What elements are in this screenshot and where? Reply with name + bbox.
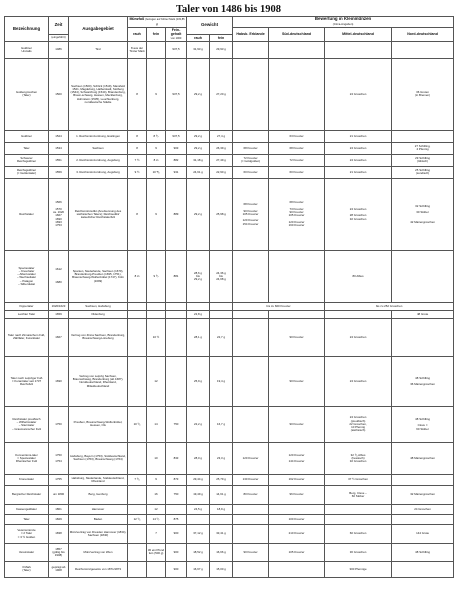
header-gewicht: Gewicht [187,17,233,35]
cell-habsb: 68 Kreuzer 90 Kreuzer 105 Kreuzer 120 Kreuzer 154 Kreuzer [233,178,269,250]
cell-fein: 9 [147,142,166,154]
table-row [5,154,454,166]
cell-mittel: 32 ⁵⁄₆ Albus (hessisch) 32 Groschen [325,442,392,474]
cell-geb: Oldenburg [69,310,128,318]
cell-sued: 68 Kreuzer [269,142,325,154]
cell-sued: 63 Kreuzer [269,130,325,142]
header-feingehalt-label: Fein-gehalt [170,28,182,37]
cell-zeit: 1857 (gültig bis 1908) [49,543,69,561]
cell-geb: 3. Reichsmünzordnung, Augsburg [69,166,128,178]
cell-mittel: 24 Groschen [325,154,392,166]
cell-gr: 37,12 g [187,524,210,543]
cell-habsb: 80 Kreuzer [233,485,269,504]
table-row [5,514,454,524]
table-row [5,58,454,130]
cell-zeit: 1534 [49,142,69,154]
cell-fein: 9 [147,474,166,485]
cell-habsb [233,310,269,318]
cell-gr: 28,0 g [187,442,210,474]
cell-fg [166,504,187,514]
cell-zeit: 1829 [49,514,69,524]
cell-zeit: 1801 [49,504,69,514]
cell-mittel [325,514,392,524]
cell-gr: 28,1 g [187,318,210,356]
cell-fg: 937,5 [166,41,187,58]
cell-gr: 19,49 g [187,485,210,504]
cell-geb: 2. Reichsmünzordnung, Augsburg [69,154,128,166]
cell-gf: 16,66 g [210,543,233,561]
cell-zeit: 1566 1570 ca. 1620 1667 1690 1693 1753 [49,178,69,250]
cell-sued [269,250,325,302]
table-row [5,356,454,406]
cell-fg: 833 [166,442,187,474]
cell-gr: 29,2 g [187,58,210,130]
cell-mittel: 24 Groschen [325,318,392,356]
cell-zeit: 1838 [49,524,69,543]
cell-sued [269,310,325,318]
cell-rauh: 8 ⅛ [128,250,147,302]
cell-geb: Berg, Isenburg [69,485,128,504]
cell-sued: 72 Kreuzer [269,154,325,166]
cell-rauh [128,442,147,474]
cell-gf: 19,4 g [210,356,233,406]
cell-bez: Taler nach Leipziger Fuß = Kuranttaler seit 1737 Reichsfuß [5,356,49,406]
cell-rauh: 7 ⁵⁄₆ [128,474,147,485]
cell-fein: 14 ⁵⁄₇ [147,514,166,524]
cell-zeit: 1755 [49,474,69,485]
cell-nord: 48 Schilling Clove = 60 Stüber [392,406,454,442]
cell-bez: Guldengroschen (Taler) [5,58,49,130]
cell-gf: 22,90 g [210,166,233,178]
cell-nord: 29 Schilling (lübisch) [392,154,454,166]
cell-fg [166,302,187,310]
cell-gr: 25,9 g [187,356,210,406]
cell-zeit: 1667 [49,318,69,356]
header-bewertung [233,17,454,28]
cell-gr: 29,2 g [187,130,210,142]
cell-sued: 68 Kreuzer 73 Kreuzer 90 Kreuzer 105 Kreuzer 120 Kreuzer 160 Kreuzer [269,178,325,250]
cell-gf: 22,7 g [210,318,233,356]
cell-mittel: 60 Groschen [325,524,392,543]
cell-fein [147,302,166,310]
cell-mittel [325,310,392,318]
table-row [5,310,454,318]
cell-zeit: 1612 1680 [49,250,69,302]
cell-rauh [128,543,147,561]
cell-fg: 900 [166,543,187,561]
cell-gf [210,514,233,524]
cell-mittel [325,41,392,58]
cell-sued: 120 Kreuzer 144 Kreuzer [269,442,325,474]
cell-bez: Schwerer Reichsguldiner [5,154,49,166]
cell-zeit: 1690 [49,356,69,406]
header-muenzfuss [128,17,187,28]
header-bewertung-sub: (Circa-Angaben) [332,22,354,27]
cell-fg: 873 [166,474,187,485]
cell-gr: 18,52 g [187,543,210,561]
cell-rauh [128,310,147,318]
cell-geb: Sachsen (1500), Schlick (1519), Mansfeld 1521, Magdeburg, Halberstadt, Stolberg (1544), Schwarzburg (1544), Brandenburg, Braun-schweig, Hessen, Mecklenburg, Hohnstein (1535), Leuchtenberg, norddeutsche Städte [69,58,128,130]
cell-fg: 900 [166,561,187,577]
header-feingehalt [166,28,187,42]
cell-geb: Tirol [69,41,128,58]
cell-habsb [233,504,269,514]
cell-geb: Preußen, Braunschweig-Wolfenbüttel, Hessen, Ols [69,406,128,442]
table-row [5,406,454,442]
cell-mittel: 300 Pfennige [325,561,392,577]
cell-gr: 29,2 g [187,178,210,250]
cell-mittel [325,504,392,514]
header-bewertung-label: Bewertung in Kleinmünzen [314,16,372,22]
cell-gf: 26,39 g [210,142,233,154]
cell-fg [166,356,187,406]
header-sued: Süd-deutschland [269,28,325,42]
table-body [5,41,454,577]
cell-sued: 90 Kreuzer [269,356,325,406]
cell-gf: 25,79 g [210,474,233,485]
cell-nord: 27 Schilling, 4 Pfennig [392,142,454,154]
cell-fein: 30 ein Pfund fein (500 g) [147,543,166,561]
cell-bez: Kassengeldtaler [5,504,49,514]
cell-gr: 22,8 g [187,310,210,318]
cell-fein: 9 [147,58,166,130]
cell-rauh: 7 ½ [128,154,147,166]
cell-geb: Münzvertrag von Dresden Hannover (1834), Sachsen (1840) [69,524,128,543]
cell-sued: 100 Kreuzer [269,514,325,524]
cell-fein: 16 [147,485,166,504]
header-muenzfuss-label: Münzfuß [129,17,145,22]
cell-gf: 25,98 g [210,178,233,250]
cell-zeit: 1559 [49,166,69,178]
cell-gr: 31,18 g [187,154,210,166]
cell-bez: Reichstaler [5,178,49,250]
cell-habsb [233,41,269,58]
cell-zeit: 1486 [49,41,69,58]
coin-table [4,16,454,578]
cell-bez: Kronentaler [5,474,49,485]
cell-nord [392,250,454,302]
cell-fein: 12 [147,504,166,514]
cell-habsb [233,406,269,442]
cell-nord [392,514,454,524]
cell-sued: 90 Kreuzer [269,318,325,356]
cell-geb: Spanien, Niederlande, Sachsen (1670), Brandenburg-Preußen (1695, 1751), Braunschweig-Wolfenbüttel (1747), Köln (1699) [69,250,128,302]
table-row [5,474,454,485]
cell-nord: 144 Grote [392,524,454,543]
cell-gf: 18,9 g [210,504,233,514]
cell-geb: Münzvertrag von Wien [69,543,128,561]
table-row [5,543,454,561]
table-row [5,561,454,577]
cell-mittel: 21 Groschen [325,130,392,142]
cell-fg: 881 [166,250,187,302]
header-muenz-fein: fein [147,28,166,42]
table-row [5,250,454,302]
header-gewicht-fein: fein [210,34,233,41]
cell-rauh: 8 aus der Tiroler Mark [128,41,147,58]
cell-bez: Konventions-taler = Speciestaler Rheinischer Fuß [5,442,49,474]
cell-sued: 105 Kreuzer [269,543,325,561]
cell-rauh: 8 [128,58,147,130]
cell-sued [269,41,325,58]
table-row [5,142,454,154]
cell-habsb: 60 Kreuzer [233,166,269,178]
cell-mittel: Berg, Cleve – 60 Stüber [325,485,392,504]
cell-gr: 28,6 g bis 29,2 g [187,250,210,302]
cell-sued: 60 Kreuzer [269,166,325,178]
cell-habsb [233,318,269,356]
cell-gr: 22,2 g [187,406,210,442]
cell-gr: 29,2 g [187,142,210,154]
cell-nord: 48 Schilling 36 Mariengroschen [392,356,454,406]
cell-geb: Habsburg, Niederlande, Süddeutschland, Rheinland [69,474,128,485]
cell-habsb [233,250,269,302]
cell-mittel: 24 Groschen [325,356,392,406]
cell-fg: 903 [166,142,187,154]
cell-habsb [233,524,269,543]
header-ausgabegebiet: Ausgabegebiet [69,17,128,42]
cell-rauh [128,504,147,514]
cell-bez: Reichstaler preußisch – Wilhelmstaler – Stierntaler – Graumannscher Fuß [5,406,49,442]
cell-fg: 937,5 [166,58,187,130]
cell-bez: Guldiner Uncialis [5,41,49,58]
cell-nord: 36 Groten (in Bremen) [392,58,454,130]
table-row [5,318,454,356]
cell-bez: Kippertaler [5,302,49,310]
cell-mittel: 24 Groschen 28 Groschen 32 Groschen [325,178,392,250]
cell-nord: 48 Mariengroschen [392,442,454,474]
cell-mittel: 30 Groschen [325,543,392,561]
cell-gf: 29,93 g [210,41,233,58]
cell-zeit: um 1800 [49,485,69,504]
cell-bez: Vereinstaler [5,543,49,561]
header-bezeichnung: Bezeichnung [5,17,49,42]
cell-geb: Habsburg, Bayern (1753), Süddeutschland, Sachsen (1763), Braunschweig (1764) [69,442,128,474]
header-gewicht-rauh: rauh [187,34,210,41]
table-row [5,485,454,504]
cell-fein: 10 [147,442,166,474]
cell-mittel: 24 Groschen [325,142,392,154]
cell-habsb: 68 Kreuzer [233,142,269,154]
cell-habsb: 90 Kreuzer [233,543,269,561]
cell-rauh: 8 [128,130,147,142]
cell-mittel: 24 Groschen [325,58,392,130]
cell-geb: Vertrag von Leipzig Sachsen, Braunschweig, Brandenburg (ab 1687), Norddeutschland, Rheinland, Mitteldeutschland [69,356,128,406]
cell-nord: 25 Schilling (sundisch) [392,166,454,178]
header-mittel: Mittel-deutschland [325,28,392,42]
cell-mittel: 24 Groschen (preußisch) 22 Groschen, 10 Pfennig (sächsisch) [325,406,392,442]
cell-rauh [128,524,147,543]
cell-bez: Taler nach Zinnaischem Fuß, Zählfaler, Kuranttaler [5,318,49,356]
cell-sued: 210 Kreuzer [269,524,325,543]
cell-zeit: 1750 [49,406,69,442]
table-row [5,504,454,514]
cell-nord [392,41,454,58]
table-row [5,178,454,250]
cell-nord: 32 Schilling 30 Stüber 42 Mariengroschen [392,178,454,250]
cell-gf: 33,41 g [210,524,233,543]
cell-fg [166,318,187,356]
cell-bez: Leichter Taler [5,310,49,318]
cell-sued [269,504,325,514]
cell-gf: 15,00 g [210,561,233,577]
cell-fein: 9 ⁵⁄₇ [147,250,166,302]
cell-nord: 24 Groschen [392,504,454,514]
cell-bez: 3 Mark (Taler) [5,561,49,577]
cell-gf: 23,3 g [210,442,233,474]
cell-mittel: bis zu 252 Groschen [325,302,454,310]
cell-zeit: 1500 [49,58,69,130]
cell-bez: Taler [5,514,49,524]
table-row [5,166,454,178]
cell-fg [166,310,187,318]
cell-bez: Guldiner [5,130,49,142]
cell-fein: 8 ⁵⁄₇ [147,130,166,142]
cell-sued: 96 Kreuzer [269,485,325,504]
cell-habsb [233,356,269,406]
cell-fein: 7 [147,524,166,543]
cell-mittel: 21 Groschen [325,166,392,178]
cell-rauh: 9 ½ [128,166,147,178]
cell-habsb: 120 Kreuzer [233,442,269,474]
header-habsb: Habsb. Erblande [233,28,269,42]
cell-gr: 31,93 g [187,41,210,58]
cell-nord: 32 Mariengroschen [392,485,454,504]
cell-habsb: bis zu 600 Kreuzer [233,302,325,310]
cell-zeit: geprägt ab 1908 [49,561,69,577]
cell-rauh: 10 ⁵⁄₆ [128,406,147,442]
cell-bez: Speciestaler – Kreuztaler – Albertustaler – Wechseltaler – Patagon – Silberdukat [5,250,49,302]
cell-gf: 16,7 g [210,406,233,442]
cell-sued: 162 Kreuzer [269,474,325,485]
cell-sued [269,58,325,130]
cell-zeit: 1524 [49,130,69,142]
cell-nord [392,318,454,356]
cell-rauh: 12 ⁵⁄₆ [128,514,147,524]
cell-nord [392,561,454,577]
cell-fg: 931 [166,166,187,178]
cell-bez: Vereinsmünze = 2 Taler = 3 ½ Gulden [5,524,49,543]
cell-fein [147,41,166,58]
cell-gf: 24,36 g bis 24,68 g [210,250,233,302]
cell-nord [392,130,454,142]
cell-geb: Hannover [69,504,128,514]
cell-rauh [128,302,147,310]
cell-gf: 27,4 g [210,130,233,142]
cell-fein: 9 [147,178,166,250]
cell-habsb [233,58,269,130]
cell-gf: 14,61 g [210,485,233,504]
cell-fg: 750 [166,485,187,504]
cell-zeit: 1750 1754 [49,442,69,474]
cell-sued [269,561,325,577]
cell-fein: 8 ⅛ [147,154,166,166]
cell-geb: Reichsmünzedikt (Anerkennung des sächsischen Talers); Reichsedikt/ kaiserlicher Reichstalerfuß [69,178,128,250]
cell-gr [187,514,210,524]
cell-mittel: 37 ½ Groschen [325,474,392,485]
table-row [5,442,454,474]
cell-geb: Sachsen [69,142,128,154]
cell-fg: 889 [166,178,187,250]
cell-fg: 882 [166,154,187,166]
cell-gr: 24,61 g [187,166,210,178]
cell-habsb: 72 Kreuzer (= Goldgulden) [233,154,269,166]
cell-habsb [233,514,269,524]
cell-habsb [233,130,269,142]
cell-gr: 24,5 g [187,504,210,514]
cell-fein: 10 ⅟₈ [147,166,166,178]
table-row [5,524,454,543]
cell-mittel: 80 Albus [325,250,392,302]
cell-geb: Vertrag von Zinna Sachsen, Brandenburg, Braunschweig-Lüneburg [69,318,128,356]
table-row [5,302,454,310]
cell-nord [392,474,454,485]
cell-geb: Reichsmünzgesetze von 1871/1873 [69,561,128,577]
cell-bez: Taler [5,142,49,154]
table-row [5,130,454,142]
cell-nord: 48 Schilling [392,543,454,561]
cell-gf: 27,20 g [210,58,233,130]
cell-rauh [128,485,147,504]
cell-sued: 90 Kreuzer [269,406,325,442]
header-muenz-rauh: rauh [128,28,147,42]
cell-geb: Sachsen, Habsburg [69,302,128,310]
cell-rauh [128,318,147,356]
cell-zeit: 1659 [49,310,69,318]
cell-gr: 29,44 g [187,474,210,485]
cell-rauh: 8 [128,142,147,154]
header-zeit: Zeit [49,17,69,35]
cell-geb: 1. Reichsmünzordnung, Esslingen [69,130,128,142]
cell-fein: 14 [147,406,166,442]
cell-fg: 750 [166,406,187,442]
cell-gr [187,302,210,310]
cell-fein [147,310,166,318]
cell-zeit: 1620/1623 [49,302,69,310]
cell-bez: Reichsguldiner (= Guldentaler) [5,166,49,178]
cell-gf: 27,49 g [210,154,233,166]
cell-fein [147,561,166,577]
cell-nord: 48 Grote [392,310,454,318]
cell-fg: 875 [166,514,187,524]
cell-fein: 10 ½ [147,318,166,356]
cell-gf [210,310,233,318]
cell-gr: 16,67 g [187,561,210,577]
header-muenzfuss-sub: (bezogen auf Kölner Mark (233,85 g) [145,18,185,26]
cell-rauh [128,356,147,406]
cell-geb: Baden [69,514,128,524]
cell-fg: 937,5 [166,130,187,142]
cell-fg: 900 [166,524,187,543]
page-title: Taler von 1486 bis 1908 [175,4,282,15]
cell-rauh [128,561,147,577]
cell-habsb [233,561,269,577]
cell-habsb: 130 Kreuzer [233,474,269,485]
header-nord: Nord-deutschland [392,28,454,42]
cell-fein: 12 [147,356,166,406]
cell-bez: Bergischer Reichstaler [5,485,49,504]
cell-zeit: 1551 [49,154,69,166]
cell-gf [210,302,233,310]
header-zeit-sub: (eingeführt) [49,34,69,41]
table-row [5,41,454,58]
header-feingehalt-sub: von 1000 [170,37,182,41]
cell-rauh: 8 [128,178,147,250]
